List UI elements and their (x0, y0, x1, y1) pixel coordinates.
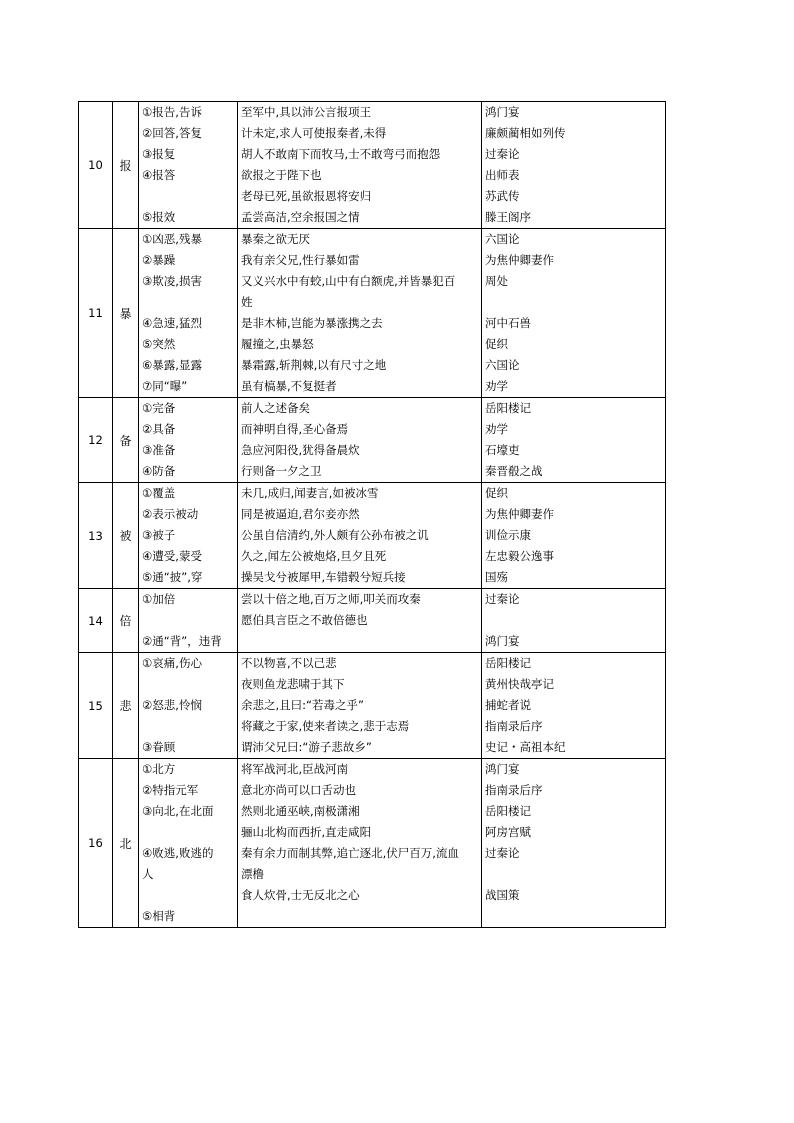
source-line: 过秦论 (485, 147, 520, 161)
table-row (79, 229, 666, 398)
meaning-line: ②暴躁 (142, 253, 176, 267)
meaning-line: ①哀痛,伤心 (142, 656, 202, 670)
example-line: 履撞之,虫暴怒 (241, 337, 314, 351)
source-line: 捕蛇者说 (485, 698, 531, 712)
entry-number: 10 (79, 102, 113, 229)
meaning-line (142, 610, 234, 631)
meaning-line (142, 822, 234, 843)
meaning-line: ⑥暴露,显露 (142, 358, 202, 372)
source-line (485, 906, 662, 927)
meaning-line: ③眷顾 (142, 740, 176, 754)
entry-word: 悲 (113, 653, 139, 759)
entry-word: 被 (113, 483, 139, 589)
example-line: 夜则鱼龙悲啸于其下 (241, 677, 345, 691)
source-line: 国殇 (485, 570, 508, 584)
example-line: 行则备一夕之卫 (241, 464, 322, 478)
meaning-cell (139, 398, 238, 483)
example-line: 然则北通巫峡,南极潇湘 (241, 804, 360, 818)
example-line: 将藏之于家,使来者读之,悲于志焉 (241, 719, 410, 733)
meaning-line: ⑤通“披”,穿 (142, 570, 203, 584)
example-line: 食人炊骨,士无反北之心 (241, 888, 360, 902)
source-line: 黄州快哉亭记 (485, 677, 554, 691)
source-line: 出师表 (485, 168, 520, 182)
example-line: 至军中,具以沛公言报项王 (241, 105, 372, 119)
meaning-line: ④遭受,蒙受 (142, 549, 202, 563)
example-line: 是非木柿,岂能为暴涨携之去 (241, 316, 383, 330)
example-line: 孟尝高洁,空余报国之情 (241, 210, 360, 224)
entry-number: 12 (79, 398, 113, 483)
entry-word: 倍 (113, 589, 139, 653)
source-line: 滕王阁序 (485, 210, 531, 224)
example-line: 愿伯具言臣之不敢倍德也 (241, 613, 368, 627)
example-line: 姓 (241, 295, 253, 309)
example-line: 不以物喜,不以己悲 (241, 656, 337, 670)
meaning-line: ③准备 (142, 443, 176, 457)
example-cell (238, 483, 482, 589)
source-cell (482, 483, 666, 589)
meaning-line: ③报复 (142, 147, 176, 161)
vocabulary-table-body (79, 102, 666, 928)
meaning-cell (139, 759, 238, 928)
example-line: 余悲之,且曰:“若毒之乎” (241, 698, 364, 712)
meaning-line (142, 885, 234, 906)
example-line: 久之,闻左公被炮烙,旦夕且死 (241, 549, 387, 563)
meaning-line: ②特指元军 (142, 783, 199, 797)
example-line: 未几,成归,闻妻言,如被冰雪 (241, 486, 379, 500)
meaning-line: ②回答,答复 (142, 126, 202, 140)
source-line: 鸿门宴 (485, 105, 520, 119)
example-line: 计未定,求人可使报秦者,未得 (241, 126, 387, 140)
example-line: 前人之述备矣 (241, 401, 310, 415)
example-cell (238, 759, 482, 928)
source-line: 周处 (485, 274, 508, 288)
source-line: 过秦论 (485, 592, 520, 606)
meaning-cell (139, 483, 238, 589)
source-line: 劝学 (485, 379, 508, 393)
source-line: 劝学 (485, 422, 508, 436)
source-line: 秦晋殽之战 (485, 464, 543, 478)
table-row (79, 589, 666, 653)
example-line: 急应河阳役,犹得备晨炊 (241, 443, 360, 457)
meaning-line: ①完备 (142, 401, 176, 415)
source-line (485, 864, 662, 885)
source-line: 史记・高祖本纪 (485, 740, 566, 754)
meaning-line: ①报告,告诉 (142, 105, 202, 119)
source-line: 指南录后序 (485, 719, 543, 733)
source-cell (482, 653, 666, 759)
source-line: 岳阳楼记 (485, 656, 531, 670)
example-cell (238, 653, 482, 759)
source-line: 鸿门宴 (485, 634, 520, 648)
entry-number: 13 (79, 483, 113, 589)
example-line: 秦有余力而制其弊,追亡逐北,伏尸百万,流血 (241, 846, 459, 860)
meaning-line: ③向北,在北面 (142, 804, 214, 818)
example-cell (238, 102, 482, 229)
meaning-cell (139, 102, 238, 229)
vocabulary-table (78, 101, 666, 928)
entry-number: 14 (79, 589, 113, 653)
table-row (79, 483, 666, 589)
source-line: 鸿门宴 (485, 762, 520, 776)
meaning-line: ②表示被动 (142, 507, 199, 521)
meaning-cell (139, 229, 238, 398)
source-line: 六国论 (485, 232, 520, 246)
entry-number: 16 (79, 759, 113, 928)
source-line: 为焦仲卿妻作 (485, 507, 554, 521)
example-line: 又义兴水中有蛟,山中有白额虎,并皆暴犯百 (241, 274, 456, 288)
source-line: 战国策 (485, 888, 520, 902)
meaning-line: ②具备 (142, 422, 176, 436)
meaning-line: ③欺凌,损害 (142, 274, 202, 288)
example-cell (238, 589, 482, 653)
example-line: 暴霜露,斩荆棘,以有尺寸之地 (241, 358, 387, 372)
meaning-line: ①加倍 (142, 592, 176, 606)
example-line: 公虽自信清约,外人颇有公孙布被之讥 (241, 528, 429, 542)
source-line: 促织 (485, 486, 508, 500)
source-line: 苏武传 (485, 189, 520, 203)
source-cell (482, 398, 666, 483)
example-line: 老母已死,虽欲报恩将安归 (241, 189, 372, 203)
source-line: 河中石兽 (485, 316, 531, 330)
example-line: 骊山北构而西折,直走咸阳 (241, 825, 372, 839)
source-line: 岳阳楼记 (485, 804, 531, 818)
source-line: 左忠毅公逸事 (485, 549, 554, 563)
source-line (485, 292, 662, 313)
entry-word: 暴 (113, 229, 139, 398)
meaning-line: ④急速,猛烈 (142, 316, 202, 330)
meaning-line: ①覆盖 (142, 486, 176, 500)
table-row (79, 759, 666, 928)
meaning-line (142, 292, 234, 313)
source-line (485, 610, 662, 631)
example-line: 我有亲父兄,性行暴如雷 (241, 253, 360, 267)
table-row (79, 102, 666, 229)
table-row (79, 398, 666, 483)
meaning-cell (139, 653, 238, 759)
source-line: 岳阳楼记 (485, 401, 531, 415)
example-line (241, 631, 478, 652)
example-cell (238, 398, 482, 483)
meaning-line: ⑤相背 (142, 909, 176, 923)
example-line: 操吴戈兮被犀甲,车错毂兮短兵接 (241, 570, 406, 584)
meaning-line: ⑦同“曝” (142, 379, 188, 393)
source-line: 阿房宫赋 (485, 825, 531, 839)
source-line: 廉颇蔺相如列传 (485, 126, 566, 140)
meaning-line: ⑤突然 (142, 337, 176, 351)
meaning-line: ④报答 (142, 168, 176, 182)
meaning-line: ②通“背”，违背 (142, 634, 222, 648)
meaning-cell (139, 589, 238, 653)
example-line: 同是被逼迫,君尔妾亦然 (241, 507, 360, 521)
meaning-line: ①凶恶,残暴 (142, 232, 202, 246)
meaning-line: ②怒悲,怜悯 (142, 698, 202, 712)
example-line (241, 906, 478, 927)
example-line: 谓沛父兄曰:“游子悲故乡” (241, 740, 372, 754)
entry-word: 报 (113, 102, 139, 229)
source-line: 石壕吏 (485, 443, 520, 457)
table-row (79, 653, 666, 759)
example-line: 虽有槁暴,不复挺者 (241, 379, 337, 393)
example-line: 欲报之于陛下也 (241, 168, 322, 182)
meaning-line (142, 186, 234, 207)
source-line: 过秦论 (485, 846, 520, 860)
meaning-line (142, 716, 234, 737)
example-line: 尝以十倍之地,百万之师,叩关而攻秦 (241, 592, 421, 606)
example-cell (238, 229, 482, 398)
source-line: 促织 (485, 337, 508, 351)
meaning-line: ①北方 (142, 762, 176, 776)
example-line: 胡人不敢南下而牧马,士不敢弯弓而抱怨 (241, 147, 441, 161)
meaning-line: 人 (142, 867, 154, 881)
entry-number: 15 (79, 653, 113, 759)
entry-word: 备 (113, 398, 139, 483)
source-line: 训俭示康 (485, 528, 531, 542)
meaning-line: ③被子 (142, 528, 176, 542)
source-cell (482, 589, 666, 653)
example-line: 暴秦之欲无厌 (241, 232, 310, 246)
example-line: 意北亦尚可以口舌动也 (241, 783, 356, 797)
source-line: 指南录后序 (485, 783, 543, 797)
meaning-line (142, 674, 234, 695)
source-cell (482, 759, 666, 928)
example-line: 将军战河北,臣战河南 (241, 762, 349, 776)
entry-word: 北 (113, 759, 139, 928)
meaning-line: ④败逃,败逃的 (142, 846, 214, 860)
meaning-line: ⑤报效 (142, 210, 176, 224)
meaning-line: ④防备 (142, 464, 176, 478)
source-cell (482, 102, 666, 229)
source-cell (482, 229, 666, 398)
source-line: 为焦仲卿妻作 (485, 253, 554, 267)
example-line: 而神明自得,圣心备焉 (241, 422, 349, 436)
entry-number: 11 (79, 229, 113, 398)
example-line: 漂橹 (241, 867, 264, 881)
source-line: 六国论 (485, 358, 520, 372)
